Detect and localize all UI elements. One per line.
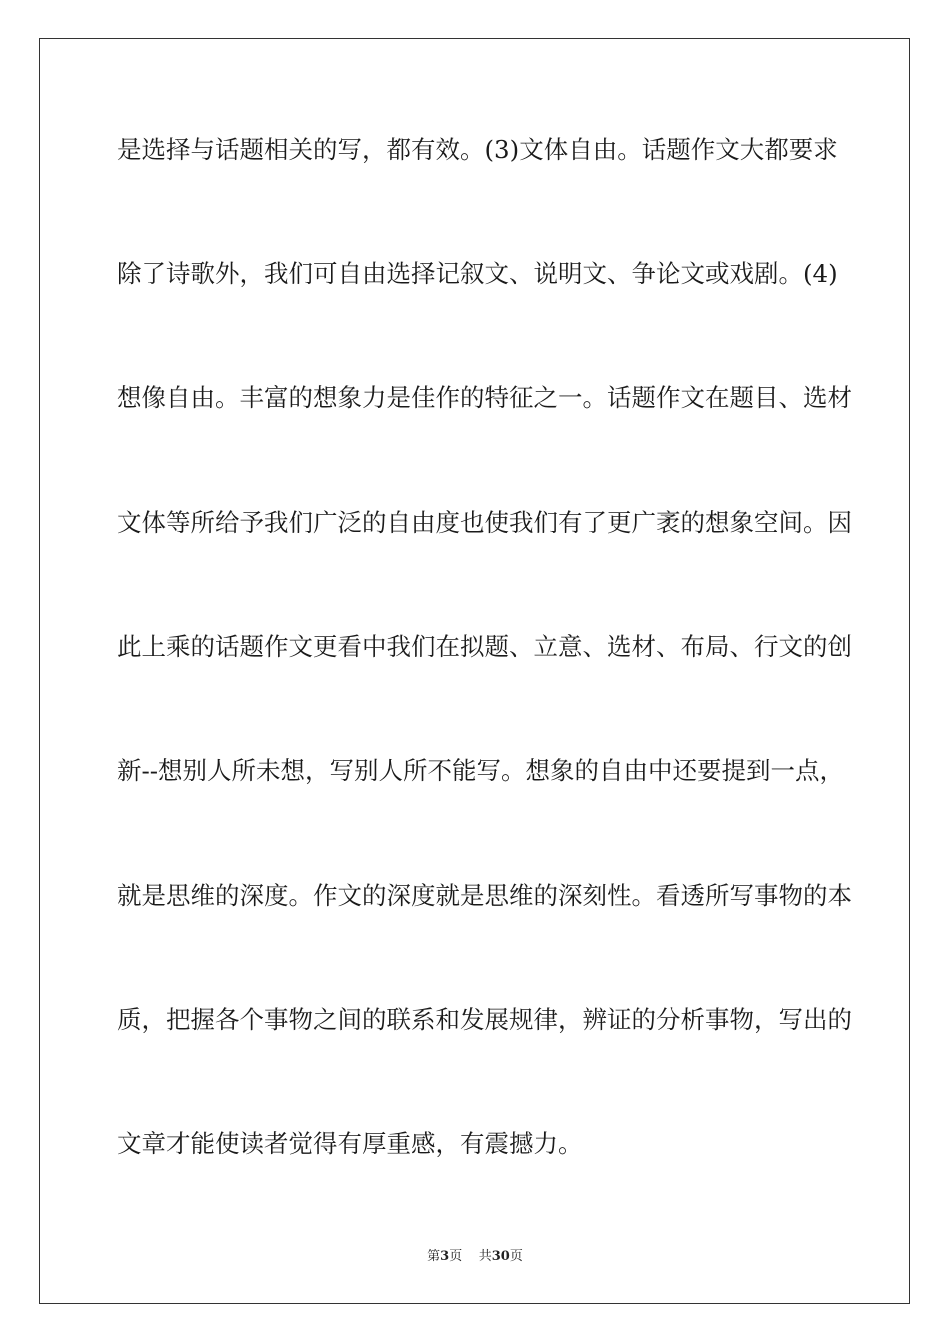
body-line-9: 文章才能使读者觉得有厚重感，有震撼力。 [117, 1129, 583, 1158]
body-line-6: 新--想别人所未想，写别人所不能写。想象的自由中还要提到一点， [117, 756, 845, 785]
body-line-5: 此上乘的话题作文更看中我们在拟题、立意、选材、布局、行文的创 [117, 632, 852, 661]
total-suffix: 页 [509, 1249, 523, 1264]
body-line-1: 是选择与话题相关的写，都有效。(3)文体自由。话题作文大都要求 [117, 135, 838, 164]
body-line-7: 就是思维的深度。作文的深度就是思维的深刻性。看透所写事物的本 [117, 881, 852, 910]
page-border [39, 38, 910, 1304]
total-pages: 30 [491, 1249, 510, 1264]
total-prefix: 共 [478, 1249, 492, 1264]
body-line-8: 质，把握各个事物之间的联系和发展规律，辨证的分析事物，写出的 [117, 1005, 852, 1034]
page-suffix: 页 [449, 1249, 463, 1264]
page-prefix: 第 [427, 1249, 441, 1264]
page-footer [0, 1249, 950, 1265]
body-line-2: 除了诗歌外，我们可自由选择记叙文、说明文、争论文或戏剧。(4) [117, 259, 838, 288]
body-line-4: 文体等所给予我们广泛的自由度也使我们有了更广袤的想象空间。因 [117, 508, 852, 537]
page-number: 3 [440, 1249, 450, 1264]
body-line-3: 想像自由。丰富的想象力是佳作的特征之一。话题作文在题目、选材 [117, 383, 852, 412]
